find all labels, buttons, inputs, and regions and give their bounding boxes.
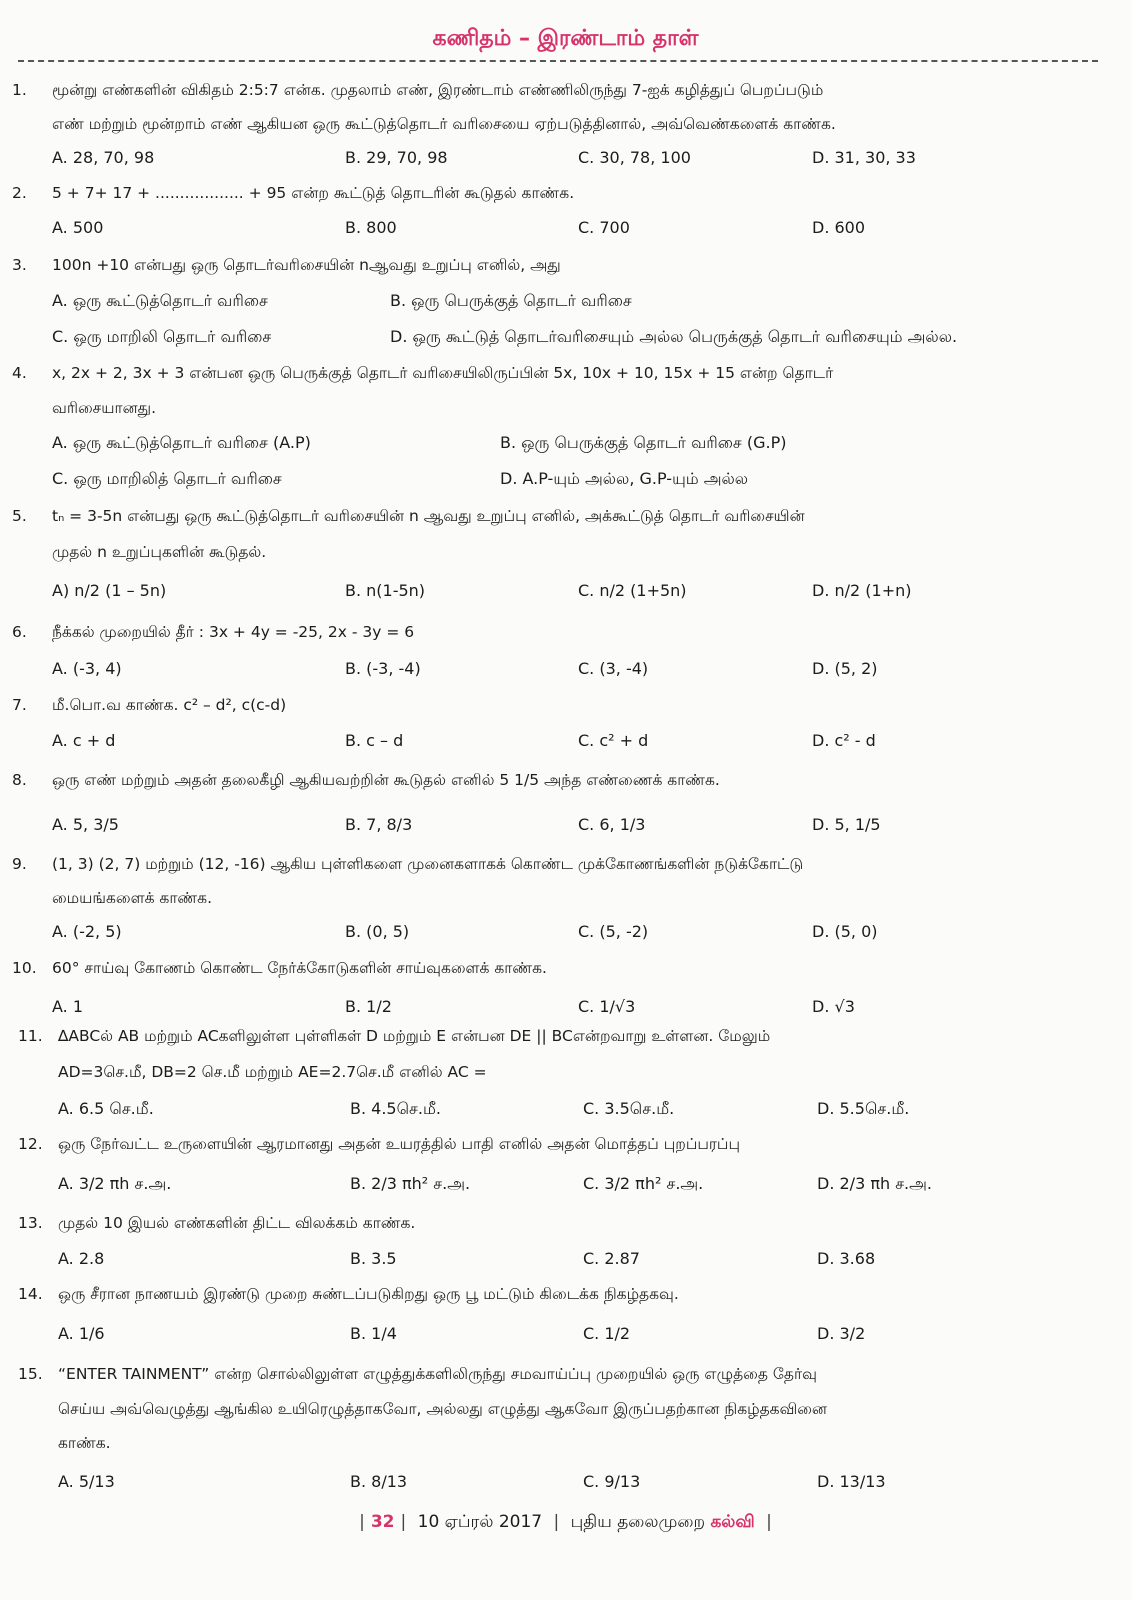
question-number: 3. [12, 256, 27, 274]
option-a: A. (-3, 4) [52, 659, 122, 678]
option-c: C. 6, 1/3 [578, 815, 646, 834]
option-b: B. 1/2 [345, 997, 392, 1016]
question-text: மையங்களைக் காண்க. [52, 889, 212, 907]
page-title: கணிதம் – இரண்டாம் தாள் [432, 26, 699, 51]
option-d: D. 5, 1/5 [812, 815, 881, 834]
question-number: 8. [12, 771, 27, 789]
option-b: B. (0, 5) [345, 922, 410, 941]
issue-date: 10 ஏப்ரல் 2017 [417, 1512, 543, 1532]
question-number: 12. [18, 1135, 43, 1153]
option-d: D. 3/2 [817, 1324, 866, 1343]
option-c: C. 30, 78, 100 [578, 148, 691, 167]
question-number: 4. [12, 364, 27, 382]
option-b: B. 29, 70, 98 [345, 148, 448, 167]
option-d: D. 3.68 [817, 1249, 876, 1268]
footer-divider: | [400, 1512, 407, 1532]
question-number: 13. [18, 1214, 43, 1232]
option-c: C. ஒரு மாறிலித் தொடர் வரிசை [52, 469, 282, 488]
option-c: C. ஒரு மாறிலி தொடர் வரிசை [52, 327, 272, 346]
option-d: D. 2/3 πh ச.அ. [817, 1174, 932, 1193]
question-text: tₙ = 3-5n என்பது ஒரு கூட்டுத்தொடர் வரிசையின் n ஆவது உறுப்பு எனில், அக்கூட்டுத் தொடர் வரிசையின் [52, 507, 805, 525]
option-c: C. 700 [578, 218, 630, 237]
option-d: D. c² - d [812, 731, 876, 750]
question-number: 7. [12, 696, 27, 714]
option-d: D. n/2 (1+n) [812, 581, 912, 600]
publication-name: புதிய தலைமுறை [570, 1512, 706, 1532]
option-a: A. 5/13 [58, 1472, 115, 1491]
question-text: AD=3செ.மீ, DB=2 செ.மீ மற்றும் AE=2.7செ.மீ எனில் AC = [58, 1063, 487, 1081]
option-b: B. 4.5செ.மீ. [350, 1099, 441, 1118]
question-text: ஒரு எண் மற்றும் அதன் தலைகீழி ஆகியவற்றின் கூடுதல் எனில் 5 1/5 அந்த எண்ணைக் காண்க. [52, 771, 720, 789]
option-d: D. A.P-யும் அல்ல, G.P-யும் அல்ல [500, 469, 749, 488]
option-a: A. 500 [52, 218, 104, 237]
question-text: ∆ABCல் AB மற்றும் ACகளிலுள்ள புள்ளிகள் D மற்றும் E என்பன DE || BCஎன்றவாறு உள்ளன. மேலும் [58, 1027, 771, 1045]
option-b: B. c – d [345, 731, 404, 750]
dashed-divider [18, 60, 1098, 62]
option-c: C. 2.87 [583, 1249, 640, 1268]
question-text: x, 2x + 2, 3x + 3 என்பன ஒரு பெருக்குத் தொடர் வரிசையிலிருப்பின் 5x, 10x + 10, 15x + 15 என்ற தொடர் [52, 364, 834, 382]
question-text: (1, 3) (2, 7) மற்றும் (12, -16) ஆகிய புள்ளிகளை முனைகளாகக் கொண்ட முக்கோணங்களின் நடுக்கோட்டு [52, 855, 804, 873]
option-c: C. (3, -4) [578, 659, 649, 678]
question-text: காண்க. [58, 1434, 111, 1452]
option-b: B. 2/3 πh² ச.அ. [350, 1174, 471, 1193]
option-a: A) n/2 (1 – 5n) [52, 581, 167, 600]
question-number: 1. [12, 81, 27, 99]
option-b: B. 800 [345, 218, 397, 237]
option-d: D. 13/13 [817, 1472, 886, 1491]
question-text: வரிசையானது. [52, 399, 157, 417]
question-text: 60° சாய்வு கோணம் கொண்ட நேர்க்கோடுகளின் சாய்வுகளைக் காண்க. [52, 959, 547, 977]
question-number: 9. [12, 855, 27, 873]
option-c: C. (5, -2) [578, 922, 649, 941]
question-text: ஒரு சீரான நாணயம் இரண்டு முறை சுண்டப்படுகிறது ஒரு பூ மட்டும் கிடைக்க நிகழ்தகவு. [58, 1285, 679, 1303]
question-text: ஒரு நேர்வட்ட உருளையின் ஆரமானது அதன் உயரத்தில் பாதி எனில் அதன் மொத்தப் புறப்பரப்பு [58, 1135, 740, 1153]
option-a: A. c + d [52, 731, 116, 750]
question-text: மீ.பொ.வ காண்க. c² – d², c(c-d) [52, 696, 287, 714]
question-number: 15. [18, 1365, 43, 1383]
question-text: நீக்கல் முறையில் தீர் : 3x + 4y = -25, 2x - 3y = 6 [52, 623, 415, 641]
footer-divider: | [359, 1512, 365, 1532]
question-text: செய்ய அவ்வெழுத்து ஆங்கில உயிரெழுத்தாகவோ, அல்லது எழுத்து ஆகவோ இருப்பதற்கான நிகழ்தகவினை [58, 1400, 827, 1418]
question-text: மூன்று எண்களின் விகிதம் 2:5:7 என்க. முதலாம் எண், இரண்டாம் எண்ணிலிருந்து 7-ஐக் கழித்துப் பெறப்படும் [52, 81, 824, 99]
footer-divider: | [766, 1512, 772, 1532]
page-number: 32 [370, 1512, 395, 1532]
option-c: C. 1/2 [583, 1324, 631, 1343]
option-a: A. 1 [52, 997, 84, 1016]
question-text: முதல் 10 இயல் எண்களின் திட்ட விலக்கம் காண்க. [58, 1214, 416, 1232]
option-b: B. ஒரு பெருக்குத் தொடர் வரிசை (G.P) [500, 433, 787, 452]
option-b: B. ஒரு பெருக்குத் தொடர் வரிசை [390, 291, 632, 310]
option-c: C. c² + d [578, 731, 649, 750]
option-c: C. 3.5செ.மீ. [583, 1099, 675, 1118]
option-a: A. ஒரு கூட்டுத்தொடர் வரிசை [52, 291, 268, 310]
option-b: B. 8/13 [350, 1472, 408, 1491]
option-a: A. 5, 3/5 [52, 815, 119, 834]
question-text: 5 + 7+ 17 + .................. + 95 என்ற கூட்டுத் தொடரின் கூடுதல் காண்க. [52, 184, 575, 202]
option-a: A. 28, 70, 98 [52, 148, 155, 167]
option-d: D. 31, 30, 33 [812, 148, 916, 167]
option-a: A. 1/6 [58, 1324, 105, 1343]
option-b: B. (-3, -4) [345, 659, 421, 678]
footer-divider: | [553, 1512, 560, 1532]
question-number: 5. [12, 507, 27, 525]
question-number: 6. [12, 623, 27, 641]
option-b: B. 3.5 [350, 1249, 397, 1268]
question-text: 100n +10 என்பது ஒரு தொடர்வரிசையின் nஆவது உறுப்பு எனில், அது [52, 256, 561, 274]
question-text: எண் மற்றும் மூன்றாம் எண் ஆகியன ஒரு கூட்டுத்தொடர் வரிசையை ஏற்படுத்தினால், அவ்வெண்களைக் காண்க. [52, 115, 836, 133]
option-a: A. 6.5 செ.மீ. [58, 1099, 154, 1118]
option-d: D. 600 [812, 218, 866, 237]
option-d: D. ஒரு கூட்டுத் தொடர்வரிசையும் அல்ல பெருக்குத் தொடர் வரிசையும் அல்ல. [390, 327, 958, 346]
question-text: “ENTER TAINMENT” என்ற சொல்லிலுள்ள எழுத்துக்களிலிருந்து சமவாய்ப்பு முறையில் ஒரு எழுத்தை தேர்வு [58, 1365, 817, 1383]
option-a: A. 3/2 πh ச.அ. [58, 1174, 172, 1193]
option-b: B. n(1-5n) [345, 581, 426, 600]
option-c: C. 9/13 [583, 1472, 641, 1491]
option-a: A. ஒரு கூட்டுத்தொடர் வரிசை (A.P) [52, 433, 311, 452]
option-d: D. (5, 2) [812, 659, 878, 678]
option-b: B. 7, 8/3 [345, 815, 413, 834]
option-a: A. (-2, 5) [52, 922, 122, 941]
question-text: முதல் n உறுப்புகளின் கூடுதல். [52, 543, 267, 561]
brand-name: கல்வி [710, 1512, 755, 1532]
option-d: D. √3 [812, 997, 855, 1016]
question-number: 10. [12, 959, 37, 977]
option-c: C. n/2 (1+5n) [578, 581, 687, 600]
option-d: D. (5, 0) [812, 922, 878, 941]
page-footer [0, 1512, 1131, 1534]
option-d: D. 5.5செ.மீ. [817, 1099, 910, 1118]
option-a: A. 2.8 [58, 1249, 105, 1268]
question-number: 2. [12, 184, 27, 202]
option-b: B. 1/4 [350, 1324, 397, 1343]
option-c: C. 1/√3 [578, 997, 636, 1016]
question-number: 14. [18, 1285, 43, 1303]
question-number: 11. [18, 1027, 43, 1045]
option-c: C. 3/2 πh² ச.அ. [583, 1174, 704, 1193]
